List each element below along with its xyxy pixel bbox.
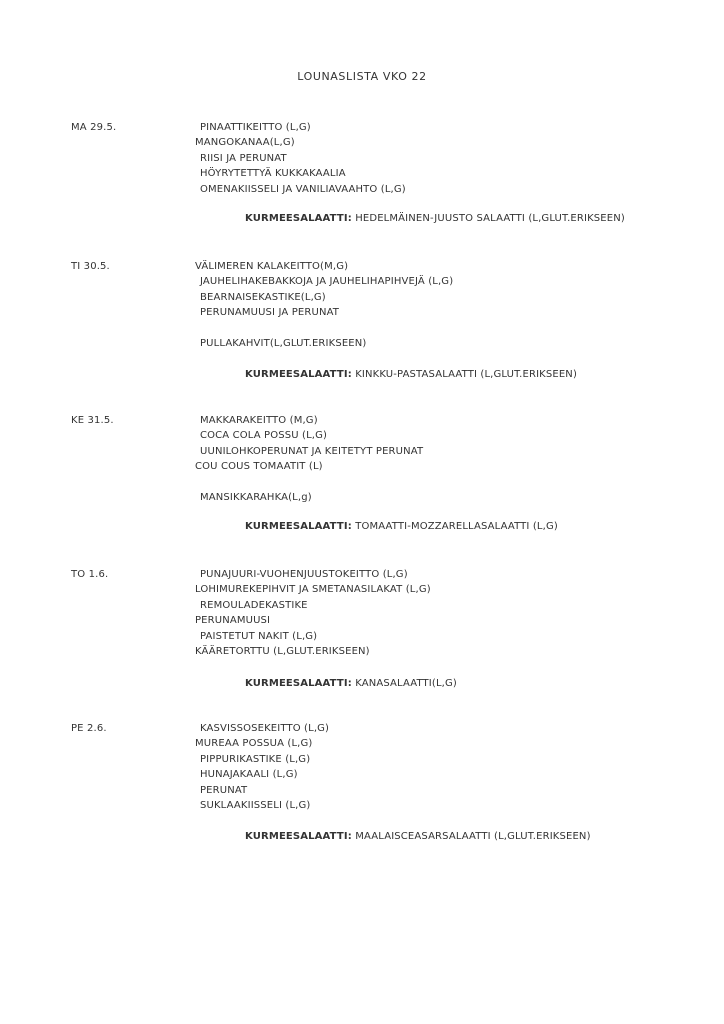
- menu-item: PULLAKAHVIT(L,GLUT.ERIKSEEN): [200, 338, 367, 349]
- day-label: KE 31.5.: [71, 415, 114, 426]
- menu-item: KASVISSOSEKEITTO (L,G): [200, 723, 330, 734]
- salad-label: KURMEESALAATTI:: [245, 213, 352, 224]
- menu-item: RIISI JA PERUNAT: [200, 153, 287, 164]
- salad-line: [245, 369, 577, 380]
- salad-label: KURMEESALAATTI:: [245, 521, 352, 532]
- salad-line: [245, 678, 457, 689]
- salad-label: KURMEESALAATTI:: [245, 678, 352, 689]
- salad-text: KINKKU-PASTASALAATTI (L,GLUT.ERIKSEEN): [355, 369, 577, 380]
- salad-text: TOMAATTI-MOZZARELLASALAATTI (L,G): [355, 521, 558, 532]
- salad-text: KANASALAATTI(L,G): [355, 678, 457, 689]
- menu-item: PUNAJUURI-VUOHENJUUSTOKEITTO (L,G): [200, 569, 408, 580]
- menu-item: COU COUS TOMAATIT (L): [195, 461, 323, 472]
- menu-item: JAUHELIHAKEBAKKOJA JA JAUHELIHAPIHVEJÄ (L,G): [200, 276, 454, 287]
- salad-label: KURMEESALAATTI:: [245, 831, 352, 842]
- menu-item: MANGOKANAA(L,G): [195, 137, 295, 148]
- menu-item: MAKKARAKEITTO (M,G): [200, 415, 318, 426]
- day-label: MA 29.5.: [71, 122, 117, 133]
- day-label: TO 1.6.: [71, 569, 109, 580]
- menu-item: LOHIMUREKEPIHVIT JA SMETANASILAKAT (L,G): [195, 584, 431, 595]
- menu-item: MUREAA POSSUA (L,G): [195, 738, 313, 749]
- salad-line: [245, 213, 625, 224]
- menu-item: PERUNAT: [200, 785, 248, 796]
- menu-item: HUNAJAKAALI (L,G): [200, 769, 298, 780]
- menu-item: PINAATTIKEITTO (L,G): [200, 122, 311, 133]
- salad-label: KURMEESALAATTI:: [245, 369, 352, 380]
- salad-text: HEDELMÄINEN-JUUSTO SALAATTI (L,GLUT.ERIKSEEN): [355, 213, 625, 224]
- menu-item: SUKLAAKIISSELI (L,G): [200, 800, 311, 811]
- menu-item: REMOULADEKASTIKE: [200, 600, 308, 611]
- day-label: PE 2.6.: [71, 723, 107, 734]
- salad-line: [245, 831, 591, 842]
- menu-item: COCA COLA POSSU (L,G): [200, 430, 328, 441]
- menu-item: UUNILOHKOPERUNAT JA KEITETYT PERUNAT: [200, 446, 424, 457]
- menu-item: PERUNAMUUSI JA PERUNAT: [200, 307, 340, 318]
- menu-item: VÄLIMEREN KALAKEITTO(M,G): [195, 261, 349, 272]
- day-label: TI 30.5.: [71, 261, 110, 272]
- salad-line: [245, 521, 558, 532]
- menu-item: KÄÄRETORTTU (L,GLUT.ERIKSEEN): [195, 646, 370, 657]
- salad-text: MAALAISCEASARSALAATTI (L,GLUT.ERIKSEEN): [355, 831, 591, 842]
- menu-item: PERUNAMUUSI: [195, 615, 271, 626]
- menu-item: PAISTETUT NAKIT (L,G): [200, 631, 318, 642]
- menu-item: OMENAKIISSELI JA VANILIAVAAHTO (L,G): [200, 184, 406, 195]
- menu-item: PIPPURIKASTIKE (L,G): [200, 754, 311, 765]
- page-title: LOUNASLISTA VKO 22: [297, 70, 427, 83]
- menu-item: HÖYRYTETTYÄ KUKKAKAALIA: [200, 168, 346, 179]
- menu-item: MANSIKKARAHKA(L,g): [200, 492, 312, 503]
- menu-item: BEARNAISEKASTIKE(L,G): [200, 292, 326, 303]
